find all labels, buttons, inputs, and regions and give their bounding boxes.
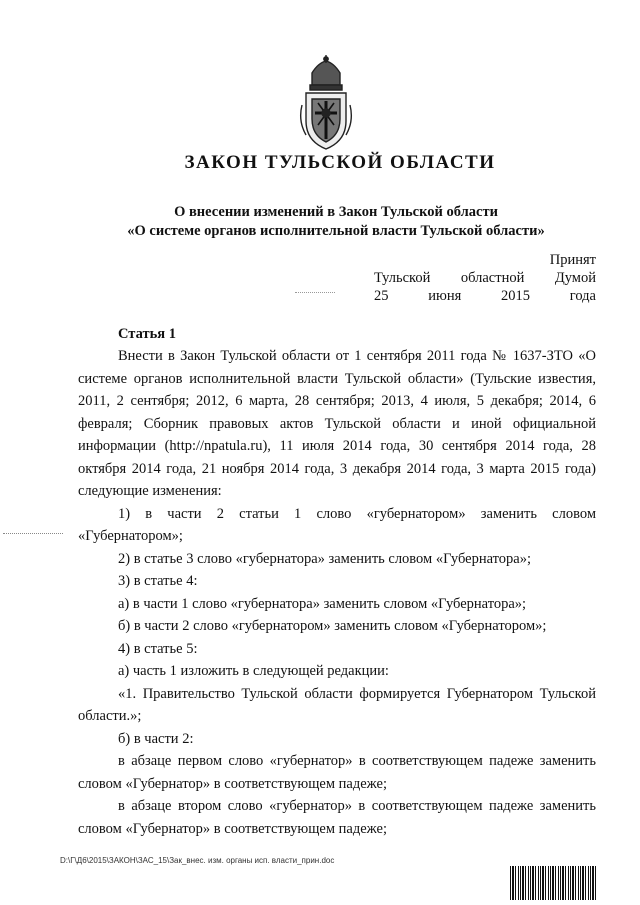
file-path-footer: D:\Г\Д6\2015\ЗАКОН\ЗАС_15\Зак_внес. изм. органы исп. власти_прин.doc <box>60 856 335 865</box>
adoption-date <box>374 288 596 305</box>
adoption-accepted: Принят <box>549 252 596 268</box>
paragraph: б) в части 2: <box>118 730 194 747</box>
paragraph: б) в части 2 слово «губернатором» заменить словом «Губернатором»; <box>118 618 547 634</box>
paragraph: 2) в статье 3 слово «губернатора» заменить словом «Губернатора»; <box>118 550 532 567</box>
paragraph: «1. Правительство Тульской области формируется Губернатором Тульской области.»; <box>78 685 596 724</box>
law-title: ЗАКОН ТУЛЬСКОЙ ОБЛАСТИ <box>184 152 496 173</box>
adoption-word: областной <box>460 270 525 286</box>
paragraph: а) в части 1 слово «губернатора» заменить словом «Губернатора»; <box>118 595 527 612</box>
adoption-month: июня <box>428 288 462 304</box>
scan-artifact <box>3 533 63 536</box>
paragraph: в абзаце втором слово «губернатор» в соответствующем падеже заменить словом «Губернатор» в соответствующем падеже; <box>78 798 596 837</box>
paragraph: а) часть 1 изложить в следующей редакции: <box>118 663 389 679</box>
paragraph: 4) в статье 5: <box>118 640 198 657</box>
adoption-line-2 <box>374 270 596 287</box>
adoption-year: 2015 <box>501 288 530 304</box>
adoption-line-1 <box>374 252 596 269</box>
adoption-year-word: года <box>569 288 596 304</box>
paragraph: 1) в части 2 статьи 1 слово «губернатором» заменить словом «Губернатором»; <box>78 505 596 544</box>
paragraph: 3) в статье 4: <box>118 573 198 589</box>
subtitle-line-2: «О системе органов исполнительной власти Тульской области» <box>127 223 545 239</box>
adoption-word: Думой <box>554 270 596 286</box>
subtitle-line-1: О внесении изменений в Закон Тульской области <box>174 204 498 220</box>
law-subtitle <box>0 203 640 241</box>
scan-artifact <box>295 292 335 293</box>
article-heading: Статья 1 <box>118 326 176 342</box>
paragraph: в абзаце первом слово «губернатор» в соответствующем падеже заменить словом «Губернатор» в соответствующем падеже; <box>78 753 596 792</box>
coat-of-arms-icon <box>296 55 356 151</box>
barcode-icon <box>510 866 596 900</box>
article-body <box>78 345 596 840</box>
adoption-day: 25 <box>374 288 389 304</box>
paragraph: Внести в Закон Тульской области от 1 сентября 2011 года № 1637-ЗТО «О системе органов исполнительной власти Тульской области» (Тульские известия, 2011, 2 сентября; 2012, 6 марта, 28 сентября; 2013, 4 июля, 5 декабря; 2014, 6 февраля; Сборник правовых актов Тульской области и иной официальной информации (http://npatula.ru), 11 июля 2014 года, 30 сентября 2014 года, 28 октября 2014 года, 21 ноября 2014 года, 3 декабря 2014 года, 3 марта 2015 года) следующие изменения: <box>78 348 596 499</box>
adoption-word: Тульской <box>374 270 431 286</box>
